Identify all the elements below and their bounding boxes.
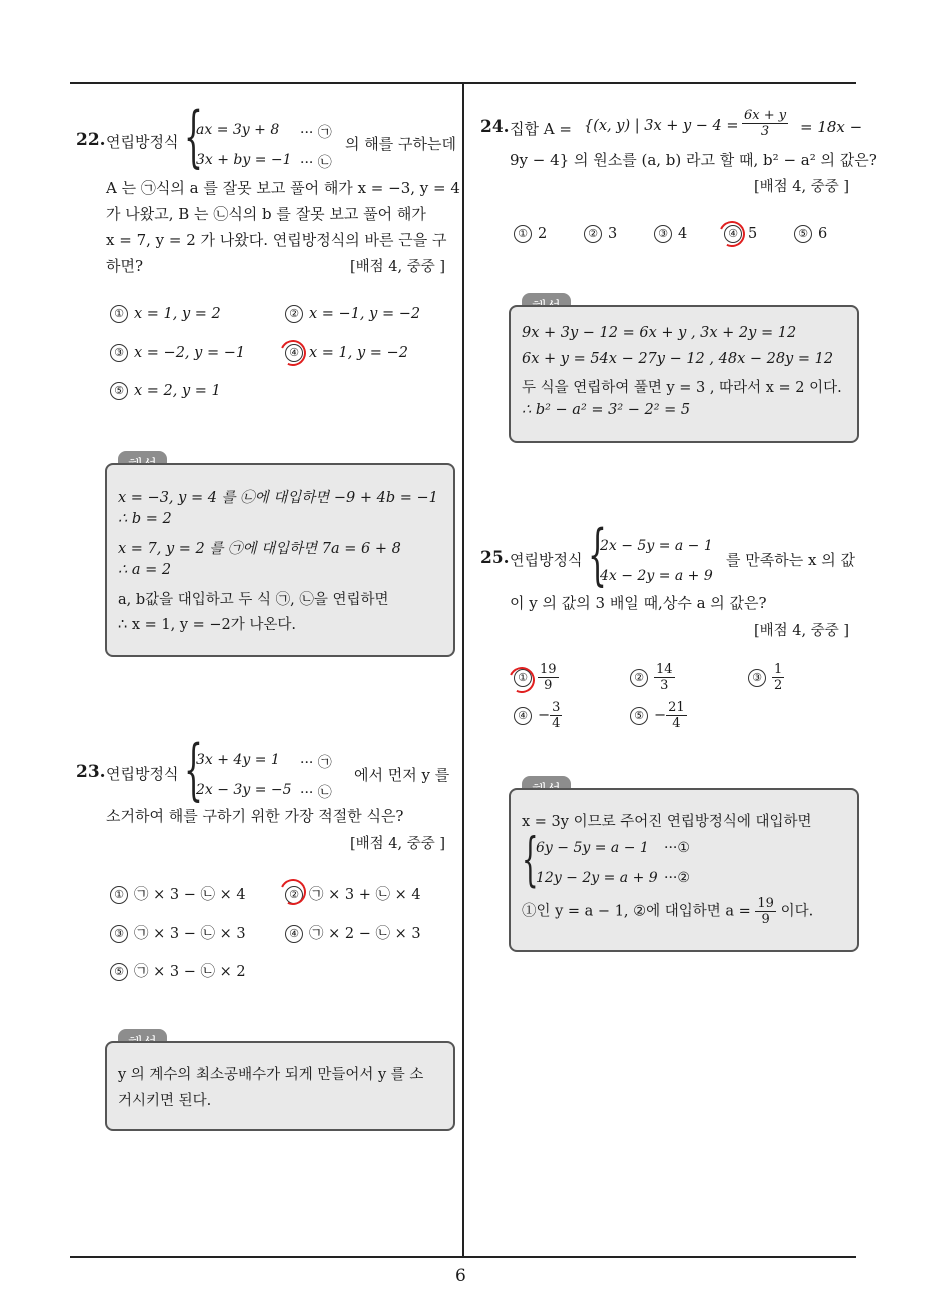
q24-set-tail: = 18x − (800, 118, 863, 136)
q24-choice-3[interactable] (654, 225, 687, 243)
q25-sol-line1: x = 3y 이므로 주어진 연립방정식에 대입하면 (522, 814, 812, 830)
q25-number: 25. (480, 548, 510, 568)
q23-brace: { (184, 731, 203, 808)
q22-brace: { (184, 98, 203, 175)
choice-text: ㉠ × 2 − ㉡ × 3 (309, 926, 421, 942)
q23-eq2: 2x − 3y = −5 (196, 782, 292, 798)
choice-frac-den: 9 (544, 678, 553, 693)
q22-eq2-tag: ··· ㉡ (300, 155, 332, 171)
q22-number: 22. (76, 130, 106, 150)
page-number: 6 (455, 1266, 466, 1286)
choice-sign: − (538, 707, 551, 724)
q23-choice-3[interactable] (110, 922, 246, 943)
choice-number: ⑤ (794, 225, 812, 243)
choice-text: x = 2, y = 1 (134, 383, 221, 399)
bottom-rule (70, 1256, 856, 1258)
q25-tail: 를 만족하는 x 의 값 (726, 551, 855, 569)
q24-fraction (742, 108, 788, 139)
q23-choice-5[interactable] (110, 960, 246, 981)
choice-text: x = −2, y = −1 (134, 345, 246, 361)
choice-number: ④ (724, 225, 742, 243)
choice-number: ⑤ (110, 382, 128, 400)
choice-text: ㉠ × 3 − ㉡ × 2 (134, 964, 246, 980)
q25-lead: 연립방정식 (510, 551, 583, 569)
q24-meta: [배점 4, 중중 ] (754, 179, 850, 195)
q22-eq1: ax = 3y + 8 (196, 122, 280, 138)
choice-frac-num: 14 (656, 662, 673, 677)
q25-sol-eq1: 6y − 5y = a − 1 (536, 840, 649, 856)
q22-meta: [배점 4, 중중 ] (350, 259, 446, 275)
q23-meta: [배점 4, 중중 ] (350, 836, 446, 852)
column-divider (462, 82, 464, 1258)
q23-line2: 소거하여 해를 구하기 위한 가장 적절한 식은? (106, 807, 404, 825)
q22-line2: A 는 ㉠식의 a 를 잘못 보고 풀어 해가 x = −3, y = 4 (106, 179, 460, 197)
q25-sol-eq2-tag: ···② (664, 870, 690, 886)
choice-number: ② (630, 669, 648, 687)
choice-number: ④ (285, 925, 303, 943)
choice-number: ④ (514, 707, 532, 725)
q24-frac-num: 6x + y (744, 108, 787, 123)
q22-sol-line2: ∴ b = 2 (118, 511, 172, 527)
q25-eq2: 4x − 2y = a + 9 (600, 568, 713, 584)
choice-text: ㉠ × 3 + ㉡ × 4 (309, 887, 421, 903)
q25-sol-frac-den: 9 (761, 912, 770, 927)
q25-choice-3[interactable] (748, 662, 784, 693)
choice-number: ③ (654, 225, 672, 243)
q25-sol-frac-num: 19 (757, 896, 774, 911)
choice-frac-num: 21 (668, 700, 685, 715)
choice-number: ③ (110, 925, 128, 943)
q22-eq1-tag: ··· ㉠ (300, 125, 332, 141)
choice-text: x = 1, y = 2 (134, 306, 221, 322)
q25-eq1: 2x − 5y = a − 1 (600, 538, 713, 554)
q25-sol-last-a: ①인 y = a − 1, ②에 대입하면 a = (522, 903, 751, 920)
choice-frac-den: 4 (552, 716, 561, 731)
q25-choice-2[interactable] (630, 662, 675, 693)
q22-choice-2[interactable] (285, 305, 420, 323)
q24-line2: 9y − 4} 의 원소를 (a, b) 라고 할 때, b² − a² 의 값은? (510, 151, 877, 169)
q25-brace: { (588, 516, 607, 593)
q23-choice-1[interactable] (110, 883, 246, 904)
choice-number: ① (110, 886, 128, 904)
q23-eq1: 3x + 4y = 1 (196, 752, 280, 768)
q25-sol-eq1-tag: ···① (664, 840, 690, 856)
q25-choice-4[interactable] (514, 700, 562, 731)
q22-line4: x = 7, y = 2 가 나왔다. 연립방정식의 바른 근을 구 (106, 231, 447, 249)
choice-number: ④ (285, 344, 303, 362)
q22-lead: 연립방정식 (106, 133, 179, 151)
choice-number: ① (110, 305, 128, 323)
choice-number: ③ (110, 344, 128, 362)
q23-tail: 에서 먼저 y 를 (354, 766, 450, 784)
q24-number: 24. (480, 117, 510, 137)
choice-text: ㉠ × 3 − ㉡ × 3 (134, 926, 246, 942)
choice-number: ⑤ (630, 707, 648, 725)
q25-sol-last-b: 이다. (780, 903, 814, 920)
q25-sol-eq2: 12y − 2y = a + 9 (536, 870, 658, 886)
choice-text: 6 (818, 226, 828, 242)
q23-number: 23. (76, 762, 106, 782)
choice-frac-num: 3 (552, 700, 561, 715)
q25-sol-last (522, 896, 813, 927)
choice-text: x = −1, y = −2 (309, 306, 421, 322)
choice-number: ① (514, 669, 532, 687)
q22-sol-line5: a, b값을 대입하고 두 식 ㉠, ㉡을 연립하면 (118, 592, 389, 608)
choice-number: ② (584, 225, 602, 243)
q24-lead: 집합 A = (510, 120, 572, 138)
choice-frac-den: 3 (660, 678, 669, 693)
q23-eq2-tag: ··· ㉡ (300, 785, 332, 801)
q22-choice-3[interactable] (110, 344, 245, 362)
choice-number: ③ (748, 669, 766, 687)
q22-eq2: 3x + by = −1 (196, 152, 292, 168)
choice-text: ㉠ × 3 − ㉡ × 4 (134, 887, 246, 903)
q23-eq1-tag: ··· ㉠ (300, 755, 332, 771)
q24-sol-line4: ∴ b² − a² = 3² − 2² = 5 (522, 402, 691, 418)
q22-tail: 의 해를 구하는데 (345, 135, 456, 153)
q24-choice-2[interactable] (584, 225, 617, 243)
q25-line2: 이 y 의 값의 3 배일 때,상수 a 의 값은? (510, 594, 767, 612)
q23-solution-box (105, 1041, 455, 1131)
answer-mark (715, 217, 748, 250)
q24-sol-line3: 두 식을 연립하여 풀면 y = 3 , 따라서 x = 2 이다. (522, 380, 842, 396)
q23-sol-line1: y 의 계수의 최소공배수가 되게 만들어서 y 를 소 (118, 1067, 424, 1083)
choice-frac-num: 1 (774, 662, 783, 677)
q24-frac-den: 3 (760, 124, 770, 139)
q22-sol-line3: x = 7, y = 2 를 ㉠에 대입하면 7a = 6 + 8 (118, 541, 401, 557)
q22-sol-line6: ∴ x = 1, y = −2가 나온다. (118, 617, 297, 633)
q22-line3: 가 나왔고, B 는 ㉡식의 b 를 잘못 보고 풀어 해가 (106, 205, 426, 223)
choice-number: ① (514, 225, 532, 243)
answer-mark (276, 336, 309, 369)
q24-choice-1[interactable] (514, 225, 547, 243)
choice-text: 3 (608, 226, 618, 242)
q24-choice-5[interactable] (794, 225, 827, 243)
q23-lead: 연립방정식 (106, 765, 179, 783)
q23-choice-4[interactable] (285, 922, 421, 943)
q22-choice-1[interactable] (110, 305, 221, 323)
q22-sol-line1: x = −3, y = 4 를 ㉡에 대입하면 −9 + 4b = −1 (118, 490, 438, 506)
choice-number: ⑤ (110, 963, 128, 981)
q25-choice-5[interactable] (630, 700, 687, 731)
q22-sol-line4: ∴ a = 2 (118, 562, 172, 578)
q25-meta: [배점 4, 중중 ] (754, 623, 850, 639)
choice-text: 5 (748, 226, 758, 242)
choice-frac-den: 4 (672, 716, 681, 731)
choice-text: x = 1, y = −2 (309, 345, 408, 361)
q22-line5: 하면? (106, 257, 144, 275)
choice-text: 2 (538, 226, 548, 242)
q23-sol-line2: 거시키면 된다. (118, 1093, 212, 1109)
q24-sol-line2: 6x + y = 54x − 27y − 12 , 48x − 28y = 12 (522, 351, 834, 367)
choice-frac-den: 2 (774, 678, 783, 693)
choice-sign: − (654, 707, 667, 724)
q22-choice-5[interactable] (110, 382, 221, 400)
choice-frac-num: 19 (540, 662, 557, 677)
q24-sol-line1: 9x + 3y − 12 = 6x + y , 3x + 2y = 12 (522, 325, 797, 341)
choice-text: 4 (678, 226, 688, 242)
q24-set-open: {(x, y) | 3x + y − 4 = (584, 118, 739, 134)
choice-number: ② (285, 305, 303, 323)
choice-number: ② (285, 886, 303, 904)
q25-sol-brace: { (522, 825, 539, 893)
